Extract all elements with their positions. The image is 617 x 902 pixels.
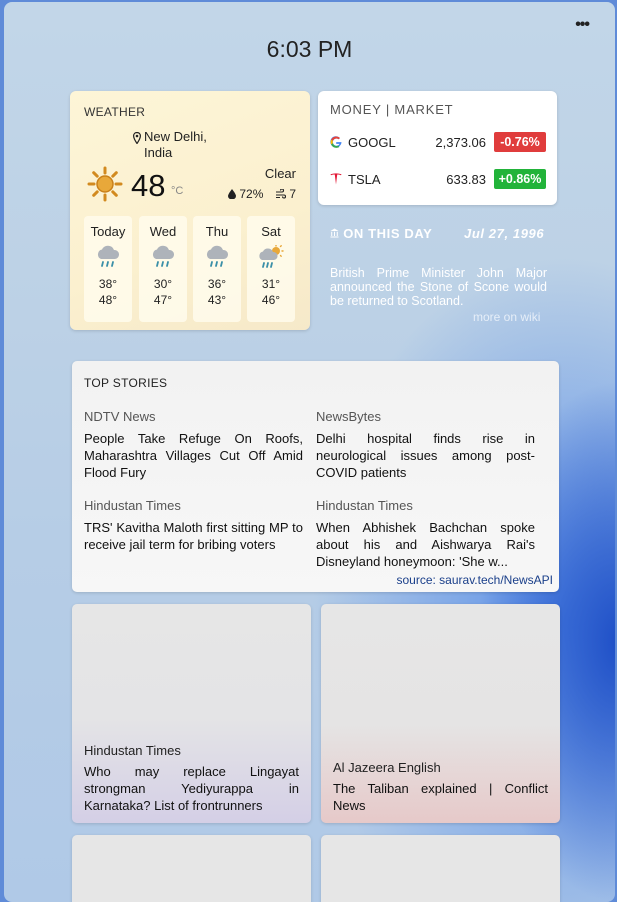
on-this-day-date: Jul 27, 1996: [464, 226, 545, 241]
story-item[interactable]: [84, 409, 303, 481]
on-this-day-text: British Prime Minister John Major announced the Stone of Scone would be returned to Scotland.: [330, 266, 547, 308]
droplet-icon: [228, 189, 236, 199]
stock-price: 633.83: [446, 172, 486, 187]
market-widget[interactable]: [318, 91, 557, 205]
news-card[interactable]: [321, 835, 560, 902]
stock-change-badge: -0.76%: [494, 132, 546, 152]
forecast-high: 36°: [207, 277, 227, 291]
top-stories-title: TOP STORIES: [84, 376, 168, 390]
forecast-day[interactable]: [84, 216, 132, 322]
wind-value: 7: [289, 187, 297, 201]
stock-row[interactable]: [330, 169, 546, 191]
story-headline: Delhi hospital finds rise in neurological issues among post-COVID patients: [316, 431, 535, 480]
museum-icon: [330, 228, 339, 238]
sun-icon: [87, 166, 123, 202]
story-headline: People Take Refuge On Roofs, Maharashtra Villages Cut Off Amid Flood Fury: [84, 431, 303, 480]
rain-cloud-icon: [95, 245, 121, 269]
forecast-day-name: Thu: [205, 224, 229, 239]
forecast-high: 31°: [261, 277, 281, 291]
story-item[interactable]: [316, 498, 535, 570]
weather-location: [144, 129, 234, 161]
news-card-source: Al Jazeera English: [333, 760, 441, 775]
rain-cloud-icon: [204, 245, 230, 269]
story-source: Hindustan Times: [316, 498, 413, 513]
more-options-icon[interactable]: •••: [575, 16, 589, 33]
news-card-headline: Who may replace Lingayat strongman Yediyurappa in Karnataka? List of frontrunners: [84, 764, 299, 813]
weather-unit: °C: [171, 185, 184, 197]
stock-row[interactable]: [330, 132, 546, 154]
widgets-panel: [4, 2, 615, 902]
sun-rain-cloud-icon: [258, 245, 284, 269]
weather-widget[interactable]: [70, 91, 310, 330]
stock-price: 2,373.06: [435, 135, 486, 150]
more-on-wiki-link[interactable]: more on wiki: [473, 310, 541, 324]
forecast-high: 30°: [153, 277, 173, 291]
humidity: [228, 187, 263, 201]
clock: 6:03 PM: [266, 36, 353, 62]
forecast-low: 48°: [98, 293, 118, 307]
humidity-value: 72%: [239, 187, 264, 201]
story-source: Hindustan Times: [84, 498, 181, 513]
wind: [276, 187, 296, 201]
weather-condition: Clear: [264, 166, 296, 181]
news-source-link[interactable]: source: saurav.tech/NewsAPI: [396, 573, 553, 587]
stock-symbol: TSLA: [348, 172, 381, 187]
forecast-list: [84, 216, 296, 320]
location-pin-icon: [133, 132, 141, 144]
on-this-day-header: [330, 226, 432, 241]
news-card[interactable]: [72, 835, 311, 902]
wind-icon: [276, 189, 286, 199]
weather-title: WEATHER: [84, 105, 146, 119]
story-source: NewsBytes: [316, 409, 382, 424]
story-headline: TRS' Kavitha Maloth first sitting MP to receive jail term for bribing voters: [84, 520, 303, 552]
news-card[interactable]: [321, 604, 560, 823]
story-headline: When Abhishek Bachchan spoke about his and Aishwarya Rai's Disneyland honeymoon: 'She w...: [316, 520, 535, 569]
forecast-day-name: Wed: [149, 224, 177, 239]
story-item[interactable]: [316, 409, 535, 481]
market-title: MONEY | MARKET: [330, 102, 454, 117]
stock-change-badge: +0.86%: [494, 169, 546, 189]
news-card[interactable]: [72, 604, 311, 823]
on-this-day-title: ON THIS DAY: [343, 226, 433, 241]
stock-symbol: GOOGL: [348, 135, 396, 150]
rain-cloud-icon: [150, 245, 176, 269]
news-card-headline: The Taliban explained | Conflict News: [333, 781, 548, 813]
top-stories-widget: [72, 361, 559, 592]
forecast-day[interactable]: [247, 216, 295, 322]
news-card-source: Hindustan Times: [84, 743, 181, 758]
forecast-day[interactable]: [193, 216, 241, 322]
story-source: NDTV News: [84, 409, 156, 424]
forecast-day-name: Sat: [261, 224, 281, 239]
story-item[interactable]: [84, 498, 303, 553]
forecast-low: 43°: [207, 293, 227, 307]
google-logo-icon: [330, 136, 342, 148]
forecast-low: 46°: [261, 293, 281, 307]
forecast-low: 47°: [153, 293, 173, 307]
forecast-high: 38°: [98, 277, 118, 291]
forecast-day[interactable]: [139, 216, 187, 322]
weather-temperature: 48: [131, 168, 166, 203]
tesla-logo-icon: [330, 173, 342, 185]
forecast-day-name: Today: [90, 224, 126, 239]
weather-location-text: New Delhi, India: [144, 129, 207, 160]
